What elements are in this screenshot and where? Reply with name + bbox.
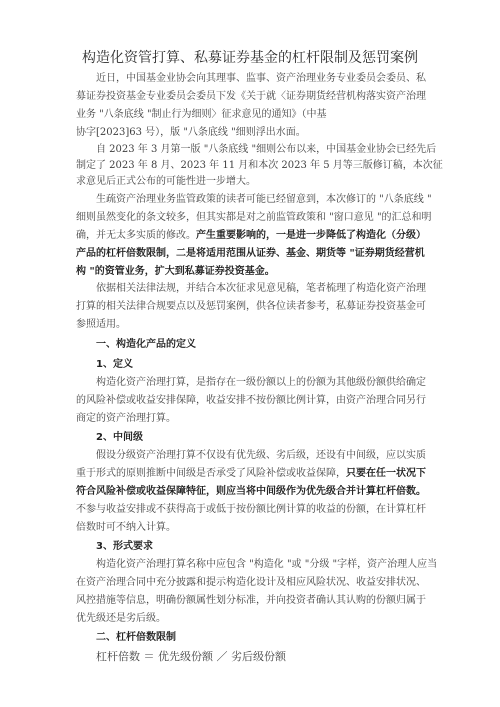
emphasis-text: 产生重要影响的，一是进一步降低了构造化（分级） [196, 230, 426, 241]
paragraph-text: 确，并无太多实质的修改。 [76, 230, 196, 241]
paragraph-line: 的风险补偿或收益安排保障，收益安排不按份额比例计算，由资产治理合同另行 [76, 395, 426, 406]
paragraph-line [76, 467, 426, 481]
paragraph-line: 构造化资产治理打算名称中应包含 "构造化 "或 "分级 "字样，资产治理人应当 [96, 559, 438, 570]
emphasis-line: 构 "的资管业务，扩大到私募证券投资基金。 [76, 266, 275, 277]
paragraph-line: 风控措施等信息，明确份额属性划分标准，并向投资者确认其认购的份额归属于 [76, 595, 426, 606]
paragraph-text: 重于形式的原则推断中间级是否承受了风险补偿或收益保障， [76, 468, 346, 479]
formula: 杠杆倍数 ＝ 优先级份额 ／ 劣后级份额 [96, 650, 286, 663]
paragraph-line: 倍数时可不纳入计算。 [76, 522, 176, 533]
paragraph-line: 生疏资产治理业务监管政策的读者可能已经留意到，本次修订的 "八条底线 " [96, 194, 432, 205]
paragraph-line [76, 229, 426, 243]
emphasis-line: 符合风险补偿或收益保障特征，则应当将中间级作为优先级合并计算杠杆倍数。 [76, 486, 426, 497]
section-heading: 二、杠杆倍数限制 [96, 632, 176, 643]
emphasis-line: 产品的杠杆倍数限制，二是将适用范围从证券、基金、期货等 "证券期货经营机 [76, 248, 425, 259]
paragraph-line: 求意见后正式公布的可能性进一步增大。 [76, 176, 256, 187]
paragraph-line: 打算的相关法律合规要点以及惩罚案例，供各位读者参考，私募证券投资基金可 [76, 301, 426, 312]
paragraph-line: 募证券投资基金专业委员会委员下发《关于就〈证券期货经营机构落实资产治理 [76, 91, 426, 102]
paragraph-line: 细则虽然变化的条文较多，但其实都是对之前监管政策和 "窗口意见 "的汇总和明 [76, 212, 432, 223]
paragraph-line: 业务 "八条底线 "制止行为细则〉征求意见的通知》（中基 [76, 109, 327, 120]
paragraph-line: 不参与收益安排或不获得高于或低于按份额比例计算的收益的份额，在计算杠杆 [76, 504, 426, 515]
paragraph-line: 近日，中国基金业协会向其理事、监事、资产治理业务专业委员会委员、私 [96, 73, 426, 84]
subsection-heading: 2、中间级 [96, 432, 143, 443]
paragraph-line: 制定了 2023 年 8 月、2023 年 11 月和本次 2023 年 5 月等三版修订稿，本次征 [76, 160, 443, 171]
paragraph-line: 假设分级资产治理打算不仅设有优先级、劣后级，还设有中间级，应以实质 [96, 450, 426, 461]
paragraph-line: 构造化资产治理打算，是指存在一级份额以上的份额为其他级份额供给确定 [96, 377, 426, 388]
paragraph-line: 商定的资产治理打算。 [76, 413, 176, 424]
paragraph-line: 在资产治理合同中充分披露和提示构造化设计及相应风险状况、收益安排状况、 [76, 577, 426, 588]
paragraph-line: 协字[2023]63 号），版 "八条底线 "细则浮出水面。 [76, 127, 306, 138]
subsection-heading: 3、形式要求 [96, 541, 153, 552]
emphasis-text: 只要在任一状况下 [346, 468, 426, 479]
paragraph-line: 参照适用。 [76, 319, 126, 330]
subsection-heading: 1、定义 [96, 359, 133, 370]
document-title: 构造化资管打算、私募证券基金的杠杆限制及惩罚案例 [82, 50, 418, 66]
section-heading: 一、构造化产品的定义 [96, 339, 196, 350]
paragraph-line: 优先级还是劣后级。 [76, 613, 166, 624]
paragraph-line: 依据相关法律法规，并结合本次征求见意见稿，笔者梳理了构造化资产治理 [96, 283, 426, 294]
paragraph-line: 自 2023 年 3 月第一版 "八条底线 "细则公布以来，中国基金业协会已经先后 [96, 144, 437, 155]
